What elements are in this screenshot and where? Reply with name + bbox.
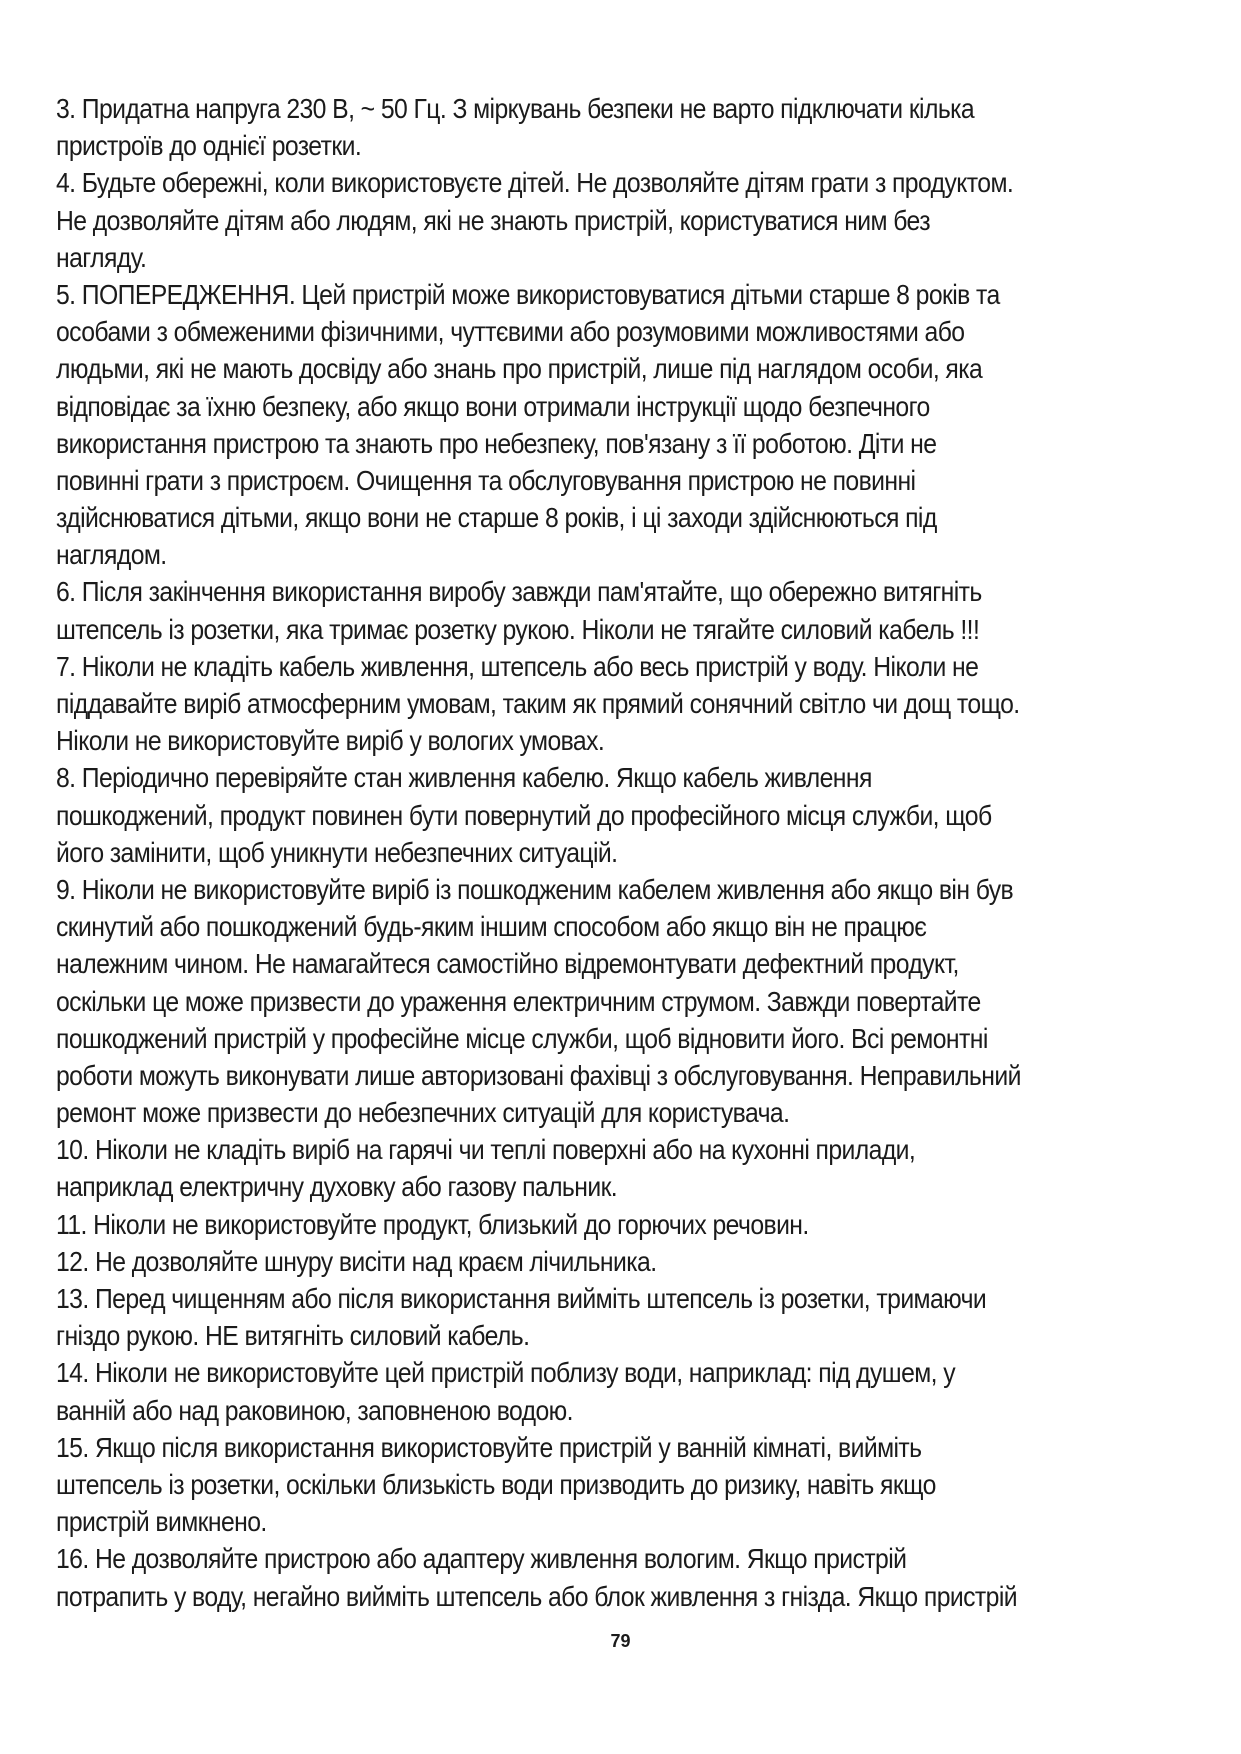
instruction-line: пошкоджений, продукт повинен бути повернутий до професійного місця служби, щоб <box>56 799 992 831</box>
instruction-line: Ніколи не використовуйте виріб у вологих умовах. <box>56 725 605 757</box>
instruction-item-12 <box>56 1243 1186 1280</box>
instruction-line: відповідає за їхню безпеку, або якщо вони отримали інструкції щодо безпечного <box>56 390 930 422</box>
instruction-line: використання пристрою та знають про небезпеку, пов'язану з її роботою. Діти не <box>56 427 937 459</box>
instruction-line: його замінити, щоб уникнути небезпечних ситуацій. <box>56 836 618 868</box>
instruction-item-7 <box>56 648 1186 760</box>
instruction-line: людьми, які не мають досвіду або знань про пристрій, лише під наглядом особи, яка <box>56 353 983 385</box>
instruction-line: ремонт може призвести до небезпечних ситуацій для користувача. <box>56 1097 790 1129</box>
instruction-line: потрапить у воду, негайно вийміть штепсель або блок живлення з гнізда. Якщо пристрій <box>56 1580 1017 1612</box>
instruction-item-8 <box>56 759 1186 871</box>
instruction-line: нагляду. <box>56 241 147 273</box>
instruction-line: штепсель із розетки, оскільки близькість води призводить до ризику, навіть якщо <box>56 1468 936 1500</box>
instruction-line: наприклад електричну духовку або газову пальник. <box>56 1171 618 1203</box>
instruction-line: повинні грати з пристроєм. Очищення та обслуговування пристрою не повинні <box>56 464 916 496</box>
instruction-line: пристрій вимкнено. <box>56 1506 267 1538</box>
instruction-item-14 <box>56 1354 1186 1428</box>
instruction-line: пошкоджений пристрій у професійне місце служби, щоб відновити його. Всі ремонтні <box>56 1022 988 1054</box>
instruction-line: 8. Періодично перевіряйте стан живлення кабелю. Якщо кабель живлення <box>56 762 872 794</box>
instruction-line: 12. Не дозволяйте шнуру висіти над краєм лічильника. <box>56 1245 657 1277</box>
instruction-line: скинутий або пошкоджений будь-яким іншим способом або якщо він не працює <box>56 911 927 943</box>
instruction-item-5 <box>56 276 1186 574</box>
instruction-line: штепсель із розетки, яка тримає розетку рукою. Ніколи не тягайте силовий кабель !!! <box>56 613 980 645</box>
instruction-line: Не дозволяйте дітям або людям, які не знають пристрій, користуватися ним без <box>56 204 930 236</box>
instruction-line: 7. Ніколи не кладіть кабель живлення, штепсель або весь пристрій у воду. Ніколи не <box>56 650 979 682</box>
instruction-line: 9. Ніколи не використовуйте виріб із пошкодженим кабелем живлення або якщо він був <box>56 873 1014 905</box>
instruction-item-13 <box>56 1280 1186 1354</box>
instruction-line: особами з обмеженими фізичними, чуттєвими або розумовими можливостями або <box>56 316 965 348</box>
instruction-line: належним чином. Не намагайтеся самостійно відремонтувати дефектний продукт, <box>56 948 959 980</box>
instruction-line: роботи можуть виконувати лише авторизовані фахівці з обслуговування. Неправильний <box>56 1059 1021 1091</box>
instruction-item-4 <box>56 164 1186 276</box>
instruction-line: наглядом. <box>56 539 167 571</box>
instruction-item-3 <box>56 90 1186 164</box>
instruction-line: 6. Після закінчення використання виробу завжди пам'ятайте, що обережно витягніть <box>56 576 982 608</box>
instruction-line: оскільки це може призвести до ураження електричним струмом. Завжди повертайте <box>56 985 981 1017</box>
instruction-line: пристроїв до однієї розетки. <box>56 130 362 162</box>
instruction-line: 11. Ніколи не використовуйте продукт, близький до горючих речовин. <box>56 1208 809 1240</box>
instruction-item-9 <box>56 871 1186 1131</box>
page-number: 79 <box>610 1631 631 1651</box>
instruction-line: здійснюватися дітьми, якщо вони не старше 8 років, і ці заходи здійснюються під <box>56 502 937 534</box>
instruction-item-10 <box>56 1131 1186 1205</box>
instruction-line: 15. Якщо після використання використовуйте пристрій у ванній кімнаті, вийміть <box>56 1431 922 1463</box>
instruction-item-6 <box>56 573 1186 647</box>
instruction-line: 5. ПОПЕРЕДЖЕННЯ. Цей пристрій може використовуватися дітьми старше 8 років та <box>56 278 1000 310</box>
instruction-line: 14. Ніколи не використовуйте цей пристрій поблизу води, наприклад: під душем, у <box>56 1357 956 1389</box>
instruction-line: 4. Будьте обережні, коли використовуєте дітей. Не дозволяйте дітям грати з продуктом. <box>56 167 1014 199</box>
instruction-item-15 <box>56 1429 1186 1541</box>
instruction-item-16 <box>56 1540 1186 1614</box>
safety-instructions <box>56 90 1186 1615</box>
instruction-line: ванній або над раковиною, заповненою водою. <box>56 1394 573 1426</box>
instruction-item-11 <box>56 1206 1186 1243</box>
instruction-line: гніздо рукою. НЕ витягніть силовий кабель. <box>56 1320 530 1352</box>
instruction-line: піддавайте виріб атмосферним умовам, таким як прямий сонячний світло чи дощ тощо. <box>56 688 1020 719</box>
instruction-line: 3. Придатна напруга 230 В, ~ 50 Гц. З міркувань безпеки не варто підключати кілька <box>56 93 975 124</box>
instruction-line: 16. Не дозволяйте пристрою або адаптеру живлення вологим. Якщо пристрій <box>56 1543 907 1575</box>
instruction-line: 13. Перед чищенням або після використання вийміть штепсель із розетки, тримаючи <box>56 1283 987 1314</box>
instruction-line: 10. Ніколи не кладіть виріб на гарячі чи теплі поверхні або на кухонні прилади, <box>56 1134 916 1166</box>
